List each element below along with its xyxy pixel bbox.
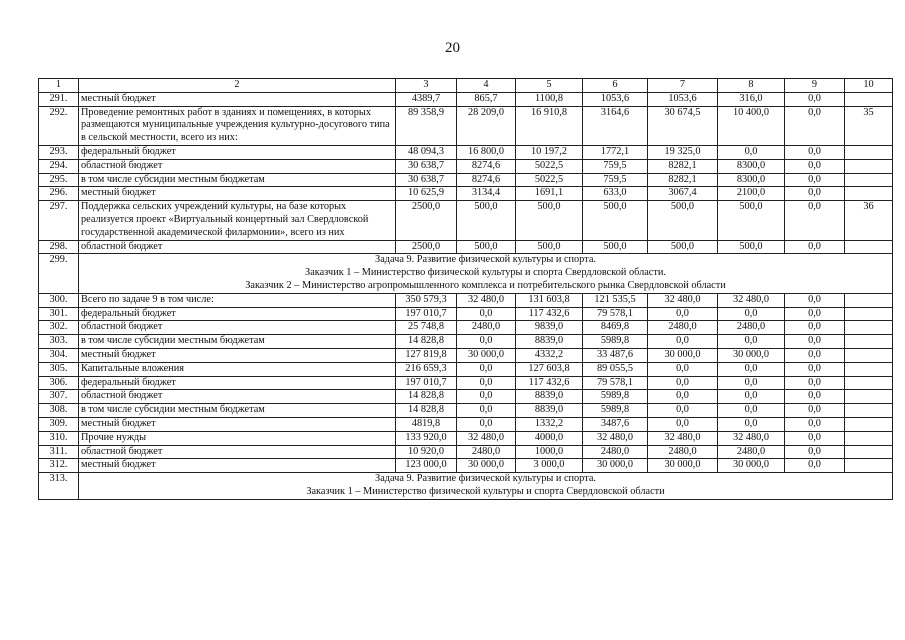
row-number: 312. bbox=[39, 459, 79, 473]
value-cell: 0,0 bbox=[718, 404, 785, 418]
value-cell bbox=[845, 376, 893, 390]
value-cell bbox=[845, 240, 893, 254]
value-cell: 10 920,0 bbox=[396, 445, 457, 459]
table-row bbox=[39, 106, 893, 145]
row-label: областной бюджет bbox=[79, 390, 396, 404]
row-number: 307. bbox=[39, 390, 79, 404]
value-cell: 0,0 bbox=[785, 307, 845, 321]
section-line: Задача 9. Развитие физической культуры и спорта. bbox=[375, 254, 596, 266]
value-cell: 2480,0 bbox=[718, 321, 785, 335]
row-label: Проведение ремонтных работ в зданиях и помещениях, в которых размещаются муниципальные учреждения культурно-досугового типа в сельской местности, всего из них: bbox=[79, 106, 396, 145]
row-number: 295. bbox=[39, 173, 79, 187]
value-cell bbox=[845, 348, 893, 362]
row-label: Поддержка сельских учреждений культуры, на базе которых реализуется проект «Виртуальный концертный зал Свердловской государственной академической филармонии», всего из них bbox=[79, 201, 396, 240]
value-cell: 32 480,0 bbox=[718, 431, 785, 445]
value-cell bbox=[845, 159, 893, 173]
section-line: Заказчик 1 – Министерство физической культуры и спорта Свердловской области bbox=[306, 485, 665, 497]
value-cell: 500,0 bbox=[457, 240, 516, 254]
table-row bbox=[39, 92, 893, 106]
value-cell: 0,0 bbox=[457, 390, 516, 404]
value-cell: 5989,8 bbox=[583, 335, 648, 349]
value-cell: 25 748,8 bbox=[396, 321, 457, 335]
row-number: 299. bbox=[39, 254, 79, 293]
row-label: в том числе субсидии местным бюджетам bbox=[79, 404, 396, 418]
value-cell: 2500,0 bbox=[396, 240, 457, 254]
value-cell bbox=[845, 293, 893, 307]
value-cell: 0,0 bbox=[785, 201, 845, 240]
value-cell: 0,0 bbox=[785, 159, 845, 173]
value-cell: 500,0 bbox=[583, 240, 648, 254]
section-heading bbox=[79, 473, 893, 500]
value-cell: 8839,0 bbox=[516, 335, 583, 349]
value-cell: 0,0 bbox=[718, 145, 785, 159]
table-row bbox=[39, 159, 893, 173]
value-cell bbox=[845, 321, 893, 335]
row-number: 311. bbox=[39, 445, 79, 459]
value-cell: 0,0 bbox=[648, 390, 718, 404]
value-cell: 2480,0 bbox=[457, 321, 516, 335]
row-number: 294. bbox=[39, 159, 79, 173]
value-cell: 1332,2 bbox=[516, 417, 583, 431]
value-cell: 0,0 bbox=[785, 321, 845, 335]
value-cell: 0,0 bbox=[785, 348, 845, 362]
value-cell: 10 625,9 bbox=[396, 187, 457, 201]
value-cell: 30 638,7 bbox=[396, 173, 457, 187]
value-cell: 3 000,0 bbox=[516, 459, 583, 473]
value-cell: 4389,7 bbox=[396, 92, 457, 106]
value-cell: 4000,0 bbox=[516, 431, 583, 445]
value-cell: 8300,0 bbox=[718, 159, 785, 173]
value-cell: 0,0 bbox=[457, 362, 516, 376]
value-cell: 500,0 bbox=[516, 201, 583, 240]
value-cell: 350 579,3 bbox=[396, 293, 457, 307]
value-cell bbox=[845, 390, 893, 404]
value-cell: 0,0 bbox=[648, 376, 718, 390]
row-label: федеральный бюджет bbox=[79, 376, 396, 390]
value-cell: 32 480,0 bbox=[648, 293, 718, 307]
value-cell: 0,0 bbox=[648, 362, 718, 376]
table-row bbox=[39, 335, 893, 349]
row-number: 308. bbox=[39, 404, 79, 418]
value-cell: 2480,0 bbox=[718, 445, 785, 459]
value-cell: 89 358,9 bbox=[396, 106, 457, 145]
table-row bbox=[39, 362, 893, 376]
value-cell: 0,0 bbox=[785, 390, 845, 404]
value-cell: 127 819,8 bbox=[396, 348, 457, 362]
value-cell: 2480,0 bbox=[648, 321, 718, 335]
header-cell: 5 bbox=[516, 79, 583, 93]
value-cell: 500,0 bbox=[583, 201, 648, 240]
value-cell: 127 603,8 bbox=[516, 362, 583, 376]
value-cell: 0,0 bbox=[785, 376, 845, 390]
value-cell: 500,0 bbox=[648, 201, 718, 240]
row-number: 298. bbox=[39, 240, 79, 254]
value-cell: 30 000,0 bbox=[718, 459, 785, 473]
value-cell: 32 480,0 bbox=[457, 431, 516, 445]
row-number: 309. bbox=[39, 417, 79, 431]
table-row bbox=[39, 348, 893, 362]
value-cell: 3487,6 bbox=[583, 417, 648, 431]
value-cell: 19 325,0 bbox=[648, 145, 718, 159]
section-line: Задача 9. Развитие физической культуры и спорта. bbox=[375, 473, 596, 485]
table-row bbox=[39, 293, 893, 307]
section-heading bbox=[79, 254, 893, 293]
section-line: Заказчик 2 – Министерство агропромышленного комплекса и потребительского рынка Свердловской области bbox=[245, 279, 726, 291]
value-cell: 316,0 bbox=[718, 92, 785, 106]
row-number: 292. bbox=[39, 106, 79, 145]
value-cell: 0,0 bbox=[457, 307, 516, 321]
value-cell: 9839,0 bbox=[516, 321, 583, 335]
value-cell: 0,0 bbox=[718, 417, 785, 431]
value-cell: 10 400,0 bbox=[718, 106, 785, 145]
value-cell: 32 480,0 bbox=[457, 293, 516, 307]
value-cell: 865,7 bbox=[457, 92, 516, 106]
value-cell: 36 bbox=[845, 201, 893, 240]
value-cell: 1691,1 bbox=[516, 187, 583, 201]
value-cell: 35 bbox=[845, 106, 893, 145]
value-cell: 32 480,0 bbox=[718, 293, 785, 307]
row-label: областной бюджет bbox=[79, 321, 396, 335]
value-cell: 0,0 bbox=[718, 390, 785, 404]
value-cell: 8274,6 bbox=[457, 173, 516, 187]
value-cell: 0,0 bbox=[718, 362, 785, 376]
value-cell: 759,5 bbox=[583, 173, 648, 187]
value-cell: 8300,0 bbox=[718, 173, 785, 187]
value-cell: 500,0 bbox=[516, 240, 583, 254]
header-cell: 3 bbox=[396, 79, 457, 93]
header-cell: 2 bbox=[79, 79, 396, 93]
table-row bbox=[39, 307, 893, 321]
row-label: Всего по задаче 9 в том числе: bbox=[79, 293, 396, 307]
row-number: 297. bbox=[39, 201, 79, 240]
value-cell: 14 828,8 bbox=[396, 404, 457, 418]
value-cell: 89 055,5 bbox=[583, 362, 648, 376]
page-number: 20 bbox=[445, 40, 460, 56]
value-cell bbox=[845, 459, 893, 473]
value-cell: 1053,6 bbox=[648, 92, 718, 106]
value-cell: 2480,0 bbox=[457, 445, 516, 459]
row-number: 301. bbox=[39, 307, 79, 321]
row-number: 296. bbox=[39, 187, 79, 201]
value-cell: 3164,6 bbox=[583, 106, 648, 145]
value-cell: 0,0 bbox=[785, 445, 845, 459]
row-label: местный бюджет bbox=[79, 187, 396, 201]
row-label: областной бюджет bbox=[79, 240, 396, 254]
value-cell: 8274,6 bbox=[457, 159, 516, 173]
value-cell bbox=[845, 187, 893, 201]
value-cell: 0,0 bbox=[457, 335, 516, 349]
value-cell: 33 487,6 bbox=[583, 348, 648, 362]
row-number: 300. bbox=[39, 293, 79, 307]
row-number: 291. bbox=[39, 92, 79, 106]
section-line: Заказчик 1 – Министерство физической культуры и спорта Свердловской области. bbox=[305, 267, 666, 279]
value-cell: 0,0 bbox=[785, 187, 845, 201]
value-cell: 0,0 bbox=[785, 459, 845, 473]
value-cell: 131 603,8 bbox=[516, 293, 583, 307]
table-row bbox=[39, 459, 893, 473]
value-cell: 5022,5 bbox=[516, 173, 583, 187]
table-row bbox=[39, 445, 893, 459]
value-cell: 500,0 bbox=[718, 201, 785, 240]
value-cell: 30 000,0 bbox=[648, 459, 718, 473]
table-row bbox=[39, 187, 893, 201]
budget-table bbox=[38, 78, 893, 500]
value-cell bbox=[845, 445, 893, 459]
row-label: Прочие нужды bbox=[79, 431, 396, 445]
table-row bbox=[39, 404, 893, 418]
row-number: 313. bbox=[39, 473, 79, 500]
row-label: федеральный бюджет bbox=[79, 145, 396, 159]
value-cell: 117 432,6 bbox=[516, 376, 583, 390]
value-cell: 0,0 bbox=[785, 335, 845, 349]
header-cell: 7 bbox=[648, 79, 718, 93]
section-row bbox=[39, 254, 893, 293]
header-cell: 10 bbox=[845, 79, 893, 93]
row-label: областной бюджет bbox=[79, 445, 396, 459]
row-number: 304. bbox=[39, 348, 79, 362]
value-cell: 133 920,0 bbox=[396, 431, 457, 445]
row-label: областной бюджет bbox=[79, 159, 396, 173]
value-cell: 8282,1 bbox=[648, 159, 718, 173]
row-number: 310. bbox=[39, 431, 79, 445]
table-body bbox=[39, 79, 893, 500]
row-number: 302. bbox=[39, 321, 79, 335]
value-cell: 30 000,0 bbox=[648, 348, 718, 362]
table-row bbox=[39, 376, 893, 390]
value-cell: 0,0 bbox=[718, 376, 785, 390]
value-cell: 30 674,5 bbox=[648, 106, 718, 145]
value-cell: 0,0 bbox=[785, 293, 845, 307]
value-cell: 0,0 bbox=[718, 335, 785, 349]
value-cell: 30 638,7 bbox=[396, 159, 457, 173]
value-cell bbox=[845, 307, 893, 321]
value-cell: 10 197,2 bbox=[516, 145, 583, 159]
value-cell: 5989,8 bbox=[583, 390, 648, 404]
value-cell: 0,0 bbox=[785, 145, 845, 159]
value-cell: 216 659,3 bbox=[396, 362, 457, 376]
row-number: 303. bbox=[39, 335, 79, 349]
value-cell: 0,0 bbox=[785, 106, 845, 145]
value-cell: 0,0 bbox=[457, 376, 516, 390]
value-cell: 0,0 bbox=[785, 92, 845, 106]
value-cell: 1053,6 bbox=[583, 92, 648, 106]
header-row bbox=[39, 79, 893, 93]
value-cell bbox=[845, 145, 893, 159]
value-cell: 1100,8 bbox=[516, 92, 583, 106]
table-row bbox=[39, 417, 893, 431]
row-number: 305. bbox=[39, 362, 79, 376]
header-cell: 6 bbox=[583, 79, 648, 93]
value-cell: 32 480,0 bbox=[583, 431, 648, 445]
value-cell: 0,0 bbox=[785, 240, 845, 254]
value-cell: 2480,0 bbox=[583, 445, 648, 459]
value-cell: 1000,0 bbox=[516, 445, 583, 459]
value-cell: 0,0 bbox=[457, 417, 516, 431]
row-label: в том числе субсидии местным бюджетам bbox=[79, 335, 396, 349]
row-label: местный бюджет bbox=[79, 459, 396, 473]
value-cell bbox=[845, 173, 893, 187]
value-cell: 79 578,1 bbox=[583, 376, 648, 390]
table-row bbox=[39, 240, 893, 254]
value-cell: 5989,8 bbox=[583, 404, 648, 418]
value-cell: 0,0 bbox=[785, 431, 845, 445]
header-cell: 9 bbox=[785, 79, 845, 93]
row-number: 293. bbox=[39, 145, 79, 159]
value-cell: 0,0 bbox=[785, 417, 845, 431]
value-cell: 30 000,0 bbox=[583, 459, 648, 473]
value-cell: 48 094,3 bbox=[396, 145, 457, 159]
value-cell bbox=[845, 404, 893, 418]
value-cell: 8282,1 bbox=[648, 173, 718, 187]
value-cell: 16 800,0 bbox=[457, 145, 516, 159]
value-cell: 30 000,0 bbox=[718, 348, 785, 362]
value-cell: 14 828,8 bbox=[396, 335, 457, 349]
row-label: местный бюджет bbox=[79, 417, 396, 431]
row-label: местный бюджет bbox=[79, 92, 396, 106]
value-cell bbox=[845, 335, 893, 349]
value-cell: 4332,2 bbox=[516, 348, 583, 362]
value-cell bbox=[845, 92, 893, 106]
header-cell: 8 bbox=[718, 79, 785, 93]
value-cell: 0,0 bbox=[648, 335, 718, 349]
value-cell: 0,0 bbox=[648, 404, 718, 418]
value-cell: 1772,1 bbox=[583, 145, 648, 159]
value-cell: 500,0 bbox=[457, 201, 516, 240]
value-cell: 4819,8 bbox=[396, 417, 457, 431]
table-row bbox=[39, 390, 893, 404]
value-cell: 3067,4 bbox=[648, 187, 718, 201]
value-cell: 2500,0 bbox=[396, 201, 457, 240]
value-cell: 759,5 bbox=[583, 159, 648, 173]
value-cell: 0,0 bbox=[785, 362, 845, 376]
value-cell: 121 535,5 bbox=[583, 293, 648, 307]
value-cell: 16 910,8 bbox=[516, 106, 583, 145]
table-row bbox=[39, 173, 893, 187]
value-cell: 8469,8 bbox=[583, 321, 648, 335]
value-cell: 0,0 bbox=[785, 404, 845, 418]
value-cell: 197 010,7 bbox=[396, 307, 457, 321]
value-cell: 0,0 bbox=[648, 417, 718, 431]
table-row bbox=[39, 145, 893, 159]
row-label: федеральный бюджет bbox=[79, 307, 396, 321]
value-cell: 0,0 bbox=[718, 307, 785, 321]
value-cell bbox=[845, 362, 893, 376]
table-row bbox=[39, 201, 893, 240]
value-cell: 2100,0 bbox=[718, 187, 785, 201]
value-cell: 3134,4 bbox=[457, 187, 516, 201]
value-cell: 0,0 bbox=[457, 404, 516, 418]
value-cell: 500,0 bbox=[648, 240, 718, 254]
header-cell: 1 bbox=[39, 79, 79, 93]
value-cell: 8839,0 bbox=[516, 390, 583, 404]
value-cell: 500,0 bbox=[718, 240, 785, 254]
value-cell: 14 828,8 bbox=[396, 390, 457, 404]
row-label: местный бюджет bbox=[79, 348, 396, 362]
value-cell bbox=[845, 417, 893, 431]
value-cell bbox=[845, 431, 893, 445]
row-number: 306. bbox=[39, 376, 79, 390]
value-cell: 0,0 bbox=[648, 307, 718, 321]
value-cell: 5022,5 bbox=[516, 159, 583, 173]
value-cell: 79 578,1 bbox=[583, 307, 648, 321]
value-cell: 117 432,6 bbox=[516, 307, 583, 321]
value-cell: 30 000,0 bbox=[457, 348, 516, 362]
value-cell: 8839,0 bbox=[516, 404, 583, 418]
value-cell: 0,0 bbox=[785, 173, 845, 187]
row-label: Капитальные вложения bbox=[79, 362, 396, 376]
table-row bbox=[39, 431, 893, 445]
section-row bbox=[39, 473, 893, 500]
value-cell: 28 209,0 bbox=[457, 106, 516, 145]
value-cell: 123 000,0 bbox=[396, 459, 457, 473]
value-cell: 633,0 bbox=[583, 187, 648, 201]
value-cell: 30 000,0 bbox=[457, 459, 516, 473]
header-cell: 4 bbox=[457, 79, 516, 93]
value-cell: 32 480,0 bbox=[648, 431, 718, 445]
table-row bbox=[39, 321, 893, 335]
row-label: в том числе субсидии местным бюджетам bbox=[79, 173, 396, 187]
value-cell: 197 010,7 bbox=[396, 376, 457, 390]
value-cell: 2480,0 bbox=[648, 445, 718, 459]
